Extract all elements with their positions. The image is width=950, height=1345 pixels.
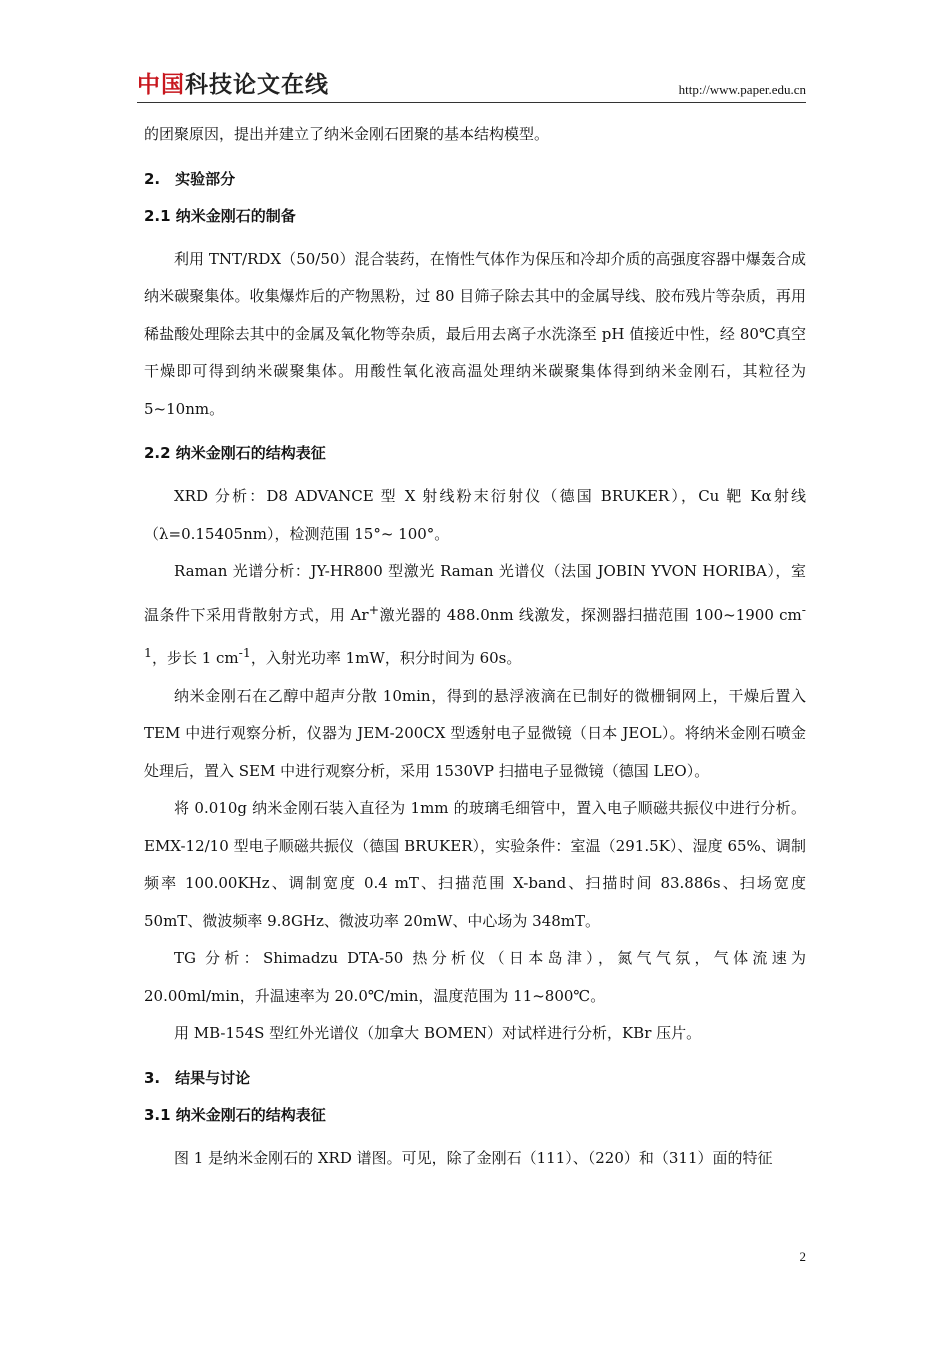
raman-sup-minus1-a: -1 bbox=[144, 601, 806, 660]
section-heading-3: 3. 结果与讨论 bbox=[144, 1068, 251, 1087]
paper-body bbox=[144, 116, 806, 1177]
subsection-heading-3-1: 3.1 纳米金刚石的结构表征 bbox=[144, 1105, 326, 1124]
raman-sup-minus1-b: -1 bbox=[238, 645, 251, 660]
site-logo bbox=[137, 70, 329, 100]
subsection-heading-2-2: 2.2 纳米金刚石的结构表征 bbox=[144, 444, 326, 462]
paragraph-raman bbox=[144, 553, 806, 678]
intro-paragraph-tail: 的团聚原因，提出并建立了纳米金刚石团聚的基本结构模型。 bbox=[144, 125, 550, 143]
page-header bbox=[137, 70, 806, 103]
header-url: http://www.paper.edu.cn bbox=[678, 82, 806, 97]
raman-sup-plus: + bbox=[368, 601, 380, 617]
logo-red-text: 中国 bbox=[137, 72, 185, 98]
logo-black-text: 科技论文在线 bbox=[185, 72, 329, 98]
paragraph-tg: TG 分析：Shimadzu DTA-50 热分析仪（日本岛津），氮气气氛，气体流速为 20.00ml/min，升温速率为 20.0℃/min，温度范围为 11~800℃。 bbox=[144, 949, 806, 1005]
paragraph-tem-sem: 纳米金刚石在乙醇中超声分散 10min，得到的悬浮液滴在已制好的微栅铜网上，干燥后置入 TEM 中进行观察分析，仪器为 JEM-200CX 型透射电子显微镜（日本 JEOL）。将纳米金刚石喷金处理后，置入 SEM 中进行观察分析，采用 1530VP 扫描电子显微镜（德国 LEO）。 bbox=[144, 686, 806, 780]
paragraph-ir: 用 MB-154S 型红外光谱仪（加拿大 BOMEN）对试样进行分析，KBr 压片。 bbox=[174, 1024, 702, 1042]
page-number: 2 bbox=[799, 1249, 806, 1264]
paragraph-epr: 将 0.010g 纳米金刚石装入直径为 1mm 的玻璃毛细管中，置入电子顺磁共振仪中进行分析。EMX-12/10 型电子顺磁共振仪（德国 BRUKER），实验条件：室温（291.5K）、湿度 65%、调制频率 100.00KHz、调制宽度 0.4 mT、扫描范围 X-band、扫描时间 83.886s、扫场宽度 50mT、微波频率 9.8GHz、微波功率 20mW、中心场为 348mT。 bbox=[144, 799, 806, 930]
raman-text-c: ，步长 1 cm bbox=[151, 649, 239, 667]
raman-text-b: 激光器的 488.0nm 线激发，探测器扫描范围 100~1900 cm bbox=[379, 605, 802, 624]
paragraph-results: 图 1 是纳米金刚石的 XRD 谱图。可见，除了金刚石（111）、（220）和（311）面的特征 bbox=[174, 1148, 773, 1167]
subsection-heading-2-1: 2.1 纳米金刚石的制备 bbox=[144, 206, 296, 225]
raman-text-d: ，入射光功率 1mW，积分时间为 60s。 bbox=[250, 649, 522, 667]
raman-text-a: Raman 光谱分析：JY-HR800 型激光 Raman 光谱仪（法国 JOBIN YVON HORIBA），室温条件下采用背散射方式，用 Ar bbox=[144, 562, 806, 624]
paragraph-preparation: 利用 TNT/RDX（50/50）混合装药，在惰性气体作为保压和冷却介质的高强度容器中爆轰合成纳米碳聚集体。收集爆炸后的产物黑粉，过 80 目筛子除去其中的金属导线、胶布残片等杂质，再用稀盐酸处理除去其中的金属及氧化物等杂质，最后用去离子水洗涤至 pH 值接近中性，经 80℃真空干燥即可得到纳米碳聚集体。用酸性氧化液高温处理纳米碳聚集体得到纳米金刚石，其粒径为 5~10nm。 bbox=[144, 249, 806, 418]
paragraph-xrd: XRD 分析：D8 ADVANCE 型 X 射线粉末衍射仪（德国 BRUKER），Cu 靶 Kα射线（λ=0.15405nm），检测范围 15°~ 100°。 bbox=[144, 487, 806, 543]
section-heading-2: 2. 实验部分 bbox=[144, 169, 236, 188]
